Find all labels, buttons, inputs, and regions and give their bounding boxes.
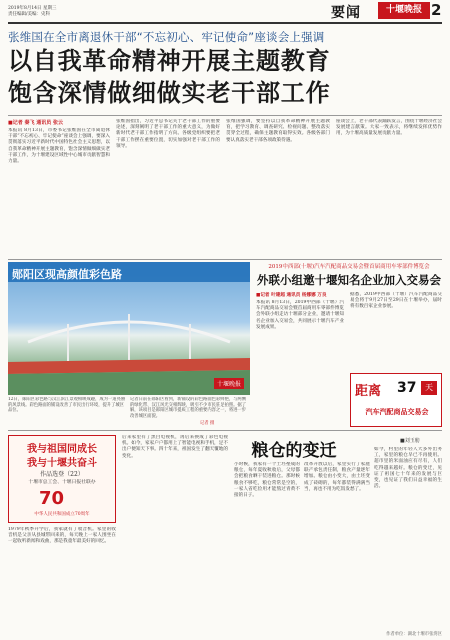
- photo-watermark-logo: 十堰晚报: [214, 378, 244, 389]
- lead-body-col3: 张维国强调，要坚持以自我革命精神开展主题教育，把学习教育、调查研究、检视问题、整改落实贯穿全过程，确保主题教育取得实效。各级各部门要认真落实老干部各项政策待遇。: [226, 119, 330, 143]
- series-organizer: 十堰市总工会、十堰日报社联办: [28, 480, 96, 485]
- series-body-col1: 1979年秋季开学后，我家就有了收音机。家里的收音机是父亲从县城带回来的，每天晚上一家人围坐在一起收听新闻和戏曲，那是我童年最美好的回忆。: [8, 527, 116, 545]
- series-body-col2: 后来家里有了黑白电视机，再后来换成了彩色电视机。如今，家家户户都用上了智能电视和手机，足不出户便知天下事。四十年来，祖国发生了翻天覆地的变化。: [122, 435, 228, 459]
- expo-title: 外联小组邀十堰知名企业加入交易会: [257, 273, 441, 287]
- section-rule-2: [8, 430, 442, 431]
- header-dateline: [8, 6, 56, 18]
- essay-body-col2: 改革开放以后，家里实行了家庭联产承包责任制，粮食产量逐年增加。粮仓由小变大，由土坯变成了砖砌的，每年都装得满满当当，再也不用为吃饭发愁了。: [304, 462, 370, 492]
- countdown-number: 37: [397, 380, 417, 396]
- essay-body-col1: 小时候，我家有一个土坯垒成的粮仓，每年夏收秋收后，父母都会把粮食晒干装进粮仓。那时候粮食不够吃，粮仓常常是空的，一家人省吃俭用才能熬过青黄不接的日子。: [234, 462, 300, 499]
- section-rule-1: [8, 259, 442, 260]
- countdown-unit: 天: [421, 381, 437, 395]
- photo-caption: 12日，郧阳区彩色路与汉江滨江景观相映成趣，成为一道亮丽的风景线。彩色路面的铺设改善了市民出行环境，提升了城区品位。: [8, 397, 126, 414]
- countdown-event: 汽车汽配商品交易会: [365, 407, 429, 416]
- expo-body-2: 据悉，2019中西部（十堰）汽车汽配商品交易会将于9月27日至29日在十堰举办，届时将有数百家企业参展。: [350, 292, 442, 310]
- lead-subtitle: 张维国在全市离退休干部“不忘初心、牢记使命”座谈会上强调: [8, 30, 325, 44]
- anniversary-70-emblem: 70: [39, 488, 65, 509]
- series-title-1: 我与祖国同成长: [27, 444, 97, 455]
- editor-text: 责任编辑/美编：史科: [8, 12, 51, 17]
- lead-title-line1: 以自我革命精神开展主题教育: [8, 46, 331, 75]
- expo-body: 本报讯 8月13日，2019中西部（十堰）汽车汽配商品交易会暨首届商用车零部件博览会外联小组走访十堰部分企业，邀请十堰知名企业加入交易会，共同展示十堰汽车产业发展成果。: [256, 300, 344, 330]
- series-title-2: 我与十堰共奋斗: [27, 458, 97, 469]
- essay-byline: ■刘玉舫: [400, 438, 420, 444]
- bridge-photo: [8, 262, 250, 395]
- title-rule: [8, 115, 442, 116]
- essay-title: 粮仓的变迁: [251, 441, 337, 461]
- lead-title-line2: 饱含深情做细做实老干部工作: [8, 78, 331, 107]
- lead-body-col1: 本报讯 8月13日，市委书记张维国在全市离退休干部“不忘初心、牢记使命”座谈会上强调，要深入贯彻落实习近平新时代中国特色社会主义思想，以自我革命精神开展主题教育，饱含深情做细做实老干部工作，为十堰建设区域性中心城市贡献智慧和力量。: [8, 128, 110, 165]
- anniversary-caption: 中华人民共和国成立70周年: [34, 512, 90, 517]
- expo-countdown-ad: [350, 373, 442, 427]
- lead-body-col2: 张维国指出，习近平总书记关于老干部工作的重要论述，深刻阐明了老干部工作的重大意义，为做好新时代老干部工作指明了方向。各级党组织要把老干部工作摆在重要位置，切实加强对老干部工作的领导。: [116, 119, 220, 149]
- essay-footer: 作者单位：湖北十堰市张湾区: [386, 632, 442, 637]
- photo-article: 记者日前在郧阳区看到，新铺设的彩色路面色彩鲜艳，与两侧的绿化带、汉江风光交相辉映，吸引不少市民驻足拍照。据了解，该项目是郧阳区城市提质工程的重要内容之一，将进一步改善城区面貌。: [130, 397, 247, 419]
- photo-credit: 记者 摄: [200, 421, 215, 426]
- newspaper-logo: 十堰晚报: [378, 2, 430, 19]
- essay-series-box: [8, 435, 116, 523]
- series-subtitle: 作品选登（22）: [40, 471, 84, 478]
- page-number: 2: [431, 1, 442, 19]
- lead-byline: ■记者 秦飞 通讯员 张云: [8, 120, 63, 126]
- essay-body-col3: 如今，村里的年轻人大多外出务工，家里的粮仓早已不再使用。超市里的米面油应有尽有，人们吃得越来越好。粮仓的变迁，见证了祖国七十年来的发展与巨变，也见证了我们日益幸福的生活。: [374, 447, 442, 490]
- expo-kicker: 2019中西部(十堰)汽车汽配商品交易会暨首届商用车零部件博览会: [268, 264, 430, 270]
- lead-body-col4: 座谈会上，老干部代表踊跃发言，围绕十堰经济社会发展建言献策。大家一致表示，将继续发挥优势作用，为十堰高质量发展贡献力量。: [336, 119, 442, 137]
- photo-label: 郧阳区现高颜值彩色路: [12, 268, 122, 281]
- section-name: 要闻: [331, 5, 361, 21]
- expo-byline: ■记者 叶建超 通讯员 杨娜娜 万良: [256, 293, 327, 298]
- countdown-label: 距离: [355, 384, 382, 399]
- header-rule: [8, 22, 442, 24]
- date-text: 2019年8月14日 星期三: [8, 6, 57, 11]
